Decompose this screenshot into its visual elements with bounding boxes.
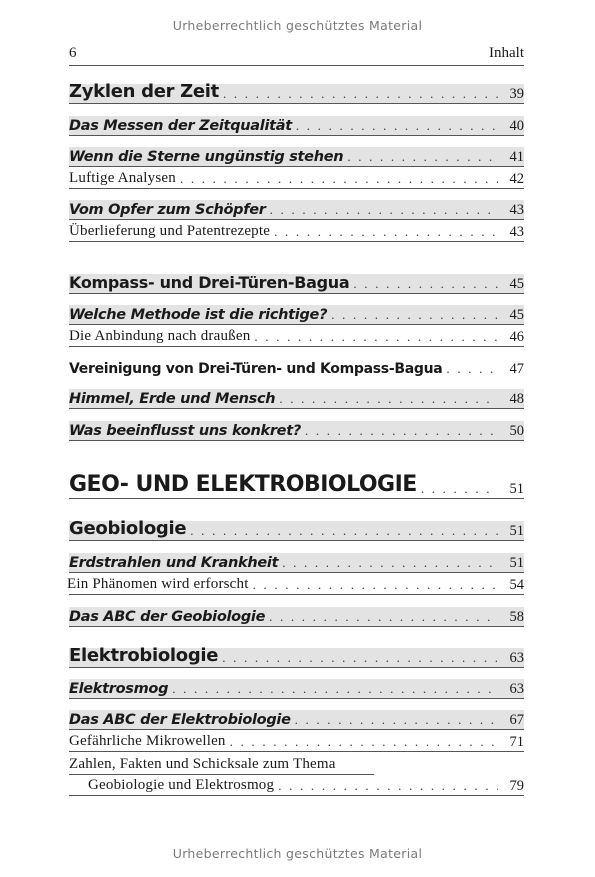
toc-entry-elektrobiologie[interactable]	[69, 645, 524, 668]
toc-entry-geobiologie[interactable]	[69, 518, 524, 541]
toc-entry-page: 40	[509, 117, 524, 134]
toc-entry-title: Das ABC der Geobiologie	[69, 608, 266, 625]
toc-entry-opfer[interactable]	[69, 200, 524, 220]
toc-entry-page: 50	[509, 422, 524, 439]
toc-entry-zahlen-line1[interactable]: Zahlen, Fakten und Schicksale zum Thema	[69, 754, 374, 775]
dot-leader	[186, 524, 498, 540]
toc-entry-title: Zyklen der Zeit	[69, 81, 219, 102]
toc-entry-title: Überlieferung und Patentrezepte	[69, 223, 271, 239]
dot-leader	[168, 682, 498, 698]
toc-entry-abc-elektro[interactable]	[69, 710, 524, 730]
dot-leader	[265, 610, 498, 626]
toc-entry-zahlen-line2[interactable]	[69, 776, 524, 796]
toc-entry-himmel[interactable]	[69, 389, 524, 409]
watermark-top: Urheberrechtlich geschütztes Material	[172, 18, 423, 33]
toc-entry-page: 63	[509, 649, 524, 666]
toc-entry-title: Kompass- und Drei-Türen-Bagua	[69, 273, 350, 292]
toc-entry-title: Das Messen der Zeitqualität	[69, 117, 292, 134]
toc-entry-anbindung[interactable]	[69, 327, 524, 347]
dot-leader	[249, 578, 498, 594]
running-head	[69, 45, 524, 66]
toc-entry-messen[interactable]	[69, 116, 524, 136]
toc-entry-page: 46	[509, 328, 524, 345]
toc-entry-title: Erdstrahlen und Krankheit	[69, 554, 279, 571]
toc-entry-page: 42	[509, 170, 524, 187]
running-head-title: Inhalt	[489, 45, 524, 61]
dot-leader	[218, 651, 498, 667]
dot-leader	[176, 172, 498, 188]
dot-leader	[291, 713, 498, 729]
toc-entry-title: Luftige Analysen	[69, 170, 176, 186]
dot-leader	[292, 119, 498, 135]
toc-entry-page: 39	[509, 85, 524, 102]
toc-entry-page: 51	[509, 480, 524, 497]
dot-leader	[343, 150, 498, 166]
dot-leader	[250, 330, 498, 346]
toc-entry-phaenomen[interactable]	[69, 575, 524, 595]
toc-entry-page: 71	[509, 733, 524, 750]
toc-entry-page: 45	[509, 275, 524, 292]
toc-entry-title: Was beeinflusst uns konkret?	[69, 422, 301, 439]
toc-entry-title: Geobiologie	[69, 518, 187, 539]
toc-entry-elektrosmog[interactable]	[69, 679, 524, 699]
dot-leader	[442, 362, 498, 378]
toc-entry-page: 43	[509, 223, 524, 240]
toc-entry-title: Himmel, Erde und Mensch	[69, 390, 276, 407]
toc-entry-mikrowellen[interactable]	[69, 732, 524, 752]
toc-entry-abc-geo[interactable]	[69, 607, 524, 627]
toc-entry-page: 54	[509, 576, 524, 593]
toc-entry-title: Elektrosmog	[69, 680, 169, 697]
dot-leader	[349, 277, 498, 293]
toc-entry-title: Wenn die Sterne ungünstig stehen	[69, 148, 344, 165]
toc-entry-title: Die Anbindung nach draußen	[69, 328, 251, 344]
toc-entry-page: 45	[509, 306, 524, 323]
dot-leader	[278, 556, 498, 572]
toc-entry-analysen[interactable]	[69, 169, 524, 189]
toc-entry-kompass[interactable]	[69, 274, 524, 294]
toc-entry-title: Welche Methode ist die richtige?	[69, 306, 328, 323]
toc-entry-title: GEO- UND ELEKTROBIOLOGIE	[69, 472, 417, 497]
toc-entry-zyklen[interactable]	[69, 81, 524, 104]
toc-entry-page: 67	[509, 711, 524, 728]
toc-entry-page: 51	[509, 554, 524, 571]
toc-entry-page: 43	[509, 201, 524, 218]
toc-entry-vereinigung[interactable]	[69, 358, 524, 378]
watermark-bottom: Urheberrechtlich geschütztes Material	[172, 846, 423, 861]
toc-entry-page: 51	[509, 522, 524, 539]
toc-entry-title: Elektrobiologie	[69, 645, 219, 666]
toc-entry-page: 48	[509, 390, 524, 407]
dot-leader	[274, 779, 498, 795]
dot-leader	[266, 203, 498, 219]
toc-entry-title: Ein Phänomen wird erforscht	[67, 576, 249, 592]
toc-entry-title: Geobiologie und Elektrosmog	[88, 777, 275, 793]
dot-leader	[301, 424, 498, 440]
toc-entry-methode[interactable]	[69, 305, 524, 325]
toc-entry-title: Das ABC der Elektrobiologie	[69, 711, 291, 728]
toc-entry-title: Vereinigung von Drei-Türen- und Kompass-Bagua	[69, 361, 443, 377]
toc-entry-erdstrahlen[interactable]	[69, 553, 524, 573]
dot-leader	[270, 225, 498, 241]
page-number: 6	[69, 45, 77, 61]
toc-entry-page: 41	[509, 148, 524, 165]
dot-leader	[275, 392, 498, 408]
toc-entry-page: 79	[509, 777, 524, 794]
toc-entry-geo-elektro[interactable]	[69, 471, 524, 499]
toc-entry-page: 47	[509, 360, 524, 377]
dot-leader	[417, 482, 498, 498]
toc-entry-title: Gefährliche Mikrowellen	[69, 733, 226, 749]
toc-entry-page: 58	[509, 608, 524, 625]
toc-entry-page: 63	[509, 680, 524, 697]
toc-entry-ueberlieferung[interactable]	[69, 222, 524, 242]
dot-leader	[327, 308, 498, 324]
toc-entry-konkret[interactable]	[69, 421, 524, 441]
dot-leader	[219, 87, 498, 103]
dot-leader	[226, 735, 498, 751]
toc-entry-sterne[interactable]	[69, 147, 524, 167]
toc-entry-title: Vom Opfer zum Schöpfer	[69, 201, 266, 218]
